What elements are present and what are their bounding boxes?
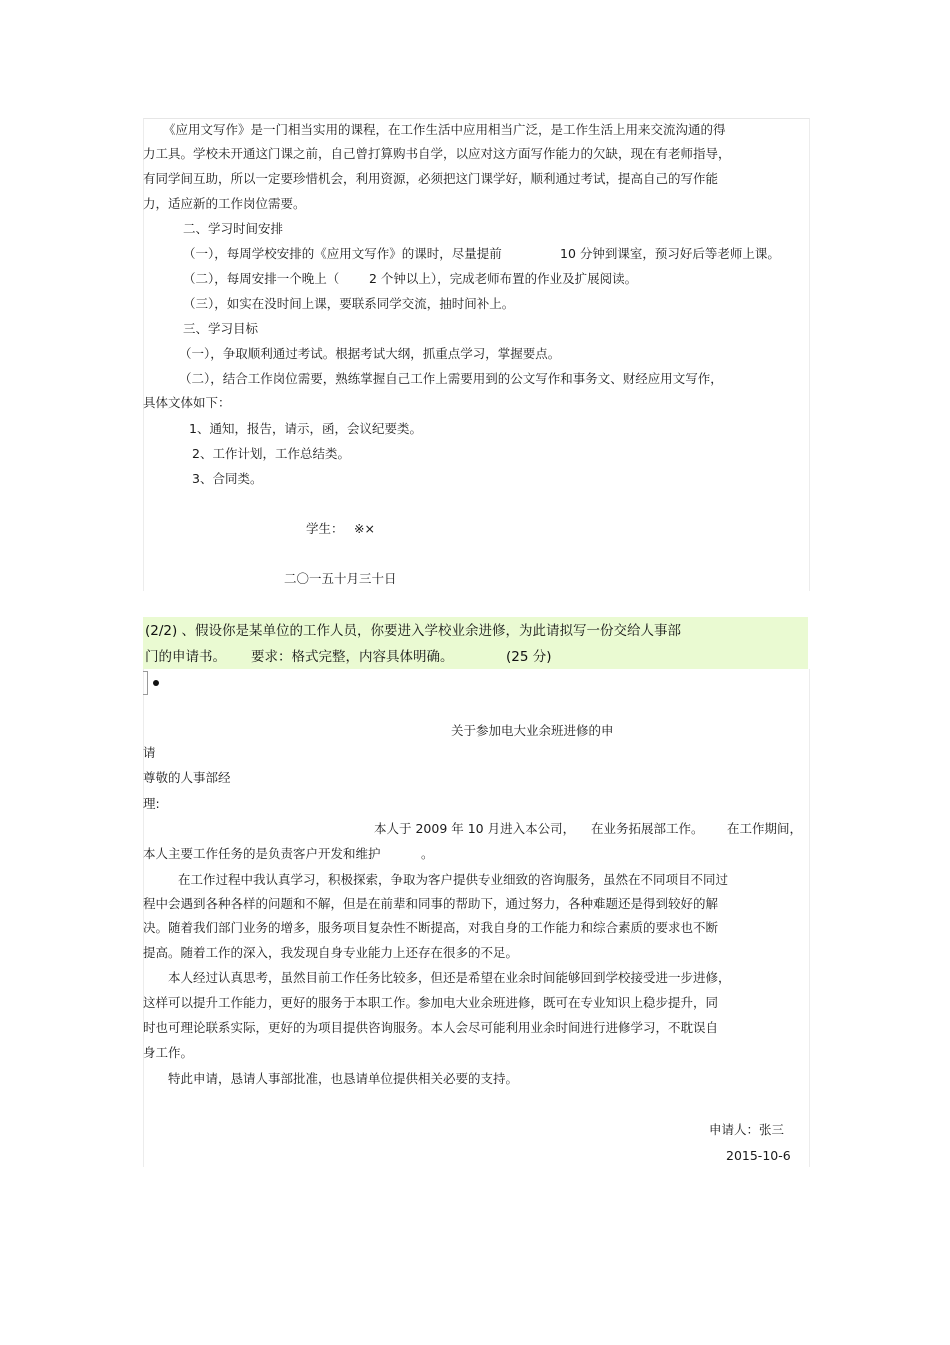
letter-title-cont: 请 — [143, 745, 156, 760]
text-line: 有同学间互助，所以一定要珍惜机会，利用资源，必须把这门课学好，顺利通过考试，提高自己的写作能 — [143, 171, 719, 186]
paragraph-3-line: 时也可理论联系实际，更好的为项目提供咨询服务。本人会尽可能利用业余时间进行进修学习，不耽误自 — [143, 1020, 719, 1035]
plan-date: 二〇一五十月三十日 — [284, 571, 397, 586]
section-heading: 二、学习时间安排 — [183, 221, 284, 236]
paragraph-1b: 在业务拓展部工作。 — [591, 821, 704, 836]
student-label: 学生： — [306, 521, 344, 536]
question-line-1: (2/2) 、假设你是某单位的工作人员，你要进入学校业余进修，为此请拟写一份交给人事部 — [145, 623, 682, 639]
salutation-cont: 理: — [143, 796, 160, 811]
list-item: 2、工作计划，工作总结类。 — [192, 446, 350, 461]
applicant: 申请人：张三 — [709, 1122, 785, 1137]
text-line: 具体文体如下： — [143, 395, 231, 410]
salutation: 尊敬的人事部经 — [143, 770, 231, 785]
text-line: （一），争取顺利通过考试。根据考试大纲，抓重点学习，掌握要点。 — [179, 346, 561, 361]
text-line: 10 分钟到课室，预习好后等老师上课。 — [560, 246, 780, 261]
letter-date: 2015-10-6 — [726, 1148, 791, 1163]
text-line: （二），每周安排一个晚上（ — [183, 271, 340, 286]
list-item: 1、通知，报告，请示，函，会议纪要类。 — [189, 421, 422, 436]
text-line: 力工具。学校未开通这门课之前，自己曾打算购书自学，以应对这方面写作能力的欠缺，现在有老师指导， — [143, 146, 731, 161]
student-name: ※× — [354, 521, 375, 536]
paragraph-1d: 本人主要工作任务的是负责客户开发和维护 — [143, 846, 381, 861]
paragraph-1c: 在工作期间， — [727, 821, 803, 836]
text-line: 力，适应新的工作岗位需要。 — [143, 196, 306, 211]
list-item: 3、合同类。 — [192, 471, 263, 486]
paragraph-1e: 。 — [421, 846, 434, 861]
paragraph-3-line: 本人经过认真思考，虽然目前工作任务比较多，但还是希望在业余时间能够回到学校接受进一步进修， — [168, 970, 731, 985]
paragraph-3-line: 这样可以提升工作能力，更好的服务于本职工作。参加电大业余班进修，既可在专业知识上稳步提升，同 — [143, 995, 719, 1010]
answer-frame-2 — [143, 669, 810, 1167]
section-heading: 三、学习目标 — [183, 321, 259, 336]
bracket-mark — [143, 671, 148, 695]
paragraph-2-line: 决。随着我们部门业务的增多，服务项目复杂性不断提高，对我自身的工作能力和综合素质的要求也不断 — [143, 920, 719, 935]
paragraph-2-line: 提高。随着工作的深入，我发现自身专业能力上还存在很多的不足。 — [143, 945, 519, 960]
question-score: (25 分) — [506, 649, 552, 665]
text-line: 2 个钟以上），完成老师布置的作业及扩展阅读。 — [369, 271, 638, 286]
text-line: （三），如实在没时间上课，要联系同学交流，抽时间补上。 — [183, 296, 515, 311]
letter-title: 关于参加电大业余班进修的申 — [451, 723, 614, 738]
paragraph-4: 特此申请，恳请人事部批准，也恳请单位提供相关必要的支持。 — [168, 1071, 519, 1086]
text-line: 《应用文写作》是一门相当实用的课程，在工作生活中应用相当广泛，是工作生活上用来交流沟通的得 — [163, 122, 726, 137]
paragraph-1a: 本人于 2009 年 10 月进入本公司， — [374, 821, 576, 836]
paragraph-3-line: 身工作。 — [143, 1045, 194, 1060]
bullet-icon — [153, 680, 159, 686]
text-line: （一），每周学校安排的《应用文写作》的课时，尽量提前 — [183, 246, 502, 261]
text-line: （二），结合工作岗位需要，熟练掌握自己工作上需要用到的公文写作和事务文、财经应用文写作， — [179, 371, 723, 386]
question-requirement: 要求：格式完整，内容具体明确。 — [251, 649, 454, 665]
paragraph-2-line: 在工作过程中我认真学习，积极探索，争取为客户提供专业细致的咨询服务，虽然在不同项目不同过 — [178, 872, 729, 887]
question-line-2a: 门的申请书。 — [145, 649, 226, 665]
paragraph-2-line: 程中会遇到各种各样的问题和不解，但是在前辈和同事的帮助下，通过努力，各种难题还是得到较好的解 — [143, 896, 719, 911]
